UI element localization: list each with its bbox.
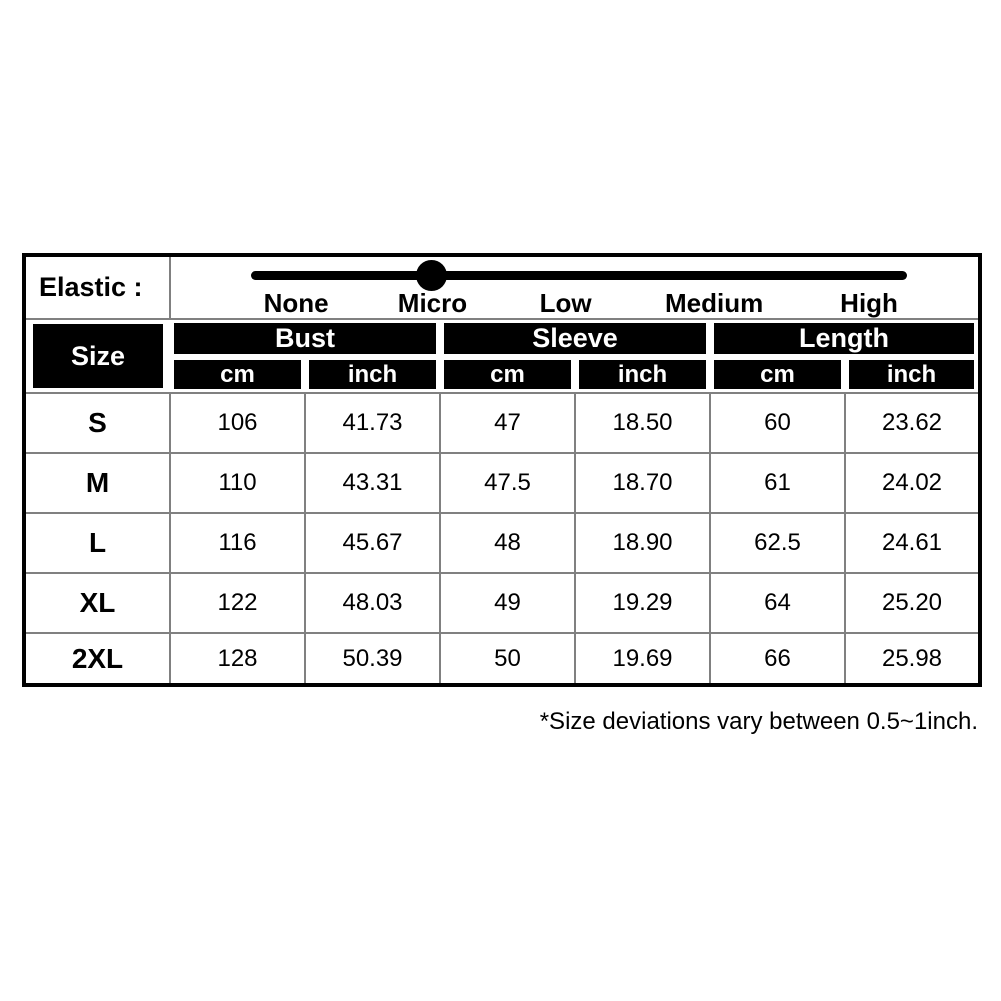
size-cell: M [24,453,170,513]
value-cell: 24.61 [845,513,980,573]
length-header-label: Length [714,323,974,354]
value-cell: 24.02 [845,453,980,513]
value-cell: 66 [710,633,845,685]
elastic-level-medium: Medium [664,288,764,318]
elastic-level-low: Low [539,288,592,318]
size-cell: XL [24,573,170,633]
value-cell: 45.67 [305,513,440,573]
elastic-slider-track [251,271,907,280]
value-cell: 19.29 [575,573,710,633]
elastic-slider-thumb [416,260,447,291]
value-cell: 25.20 [845,573,980,633]
size-column-header [24,319,170,393]
value-cell: 43.31 [305,453,440,513]
sleeve-inch-header [575,357,710,393]
sleeve-cm-header [440,357,575,393]
value-cell: 19.69 [575,633,710,685]
size-deviation-note: *Size deviations vary between 0.5~1inch. [539,708,978,735]
table-row [24,453,980,513]
value-cell: 41.73 [305,393,440,453]
unit-label: inch [849,360,974,389]
value-cell: 47 [440,393,575,453]
elastic-level-high: High [840,288,898,318]
size-header-label: Size [33,324,163,388]
unit-label: cm [444,360,571,389]
table-row [24,573,980,633]
unit-label: cm [174,360,301,389]
value-cell: 25.98 [845,633,980,685]
value-cell: 48 [440,513,575,573]
value-cell: 62.5 [710,513,845,573]
bust-header-label: Bust [174,323,436,354]
value-cell: 48.03 [305,573,440,633]
value-cell: 50.39 [305,633,440,685]
bust-inch-header [305,357,440,393]
group-header-row [24,319,980,357]
bust-group-header [170,319,440,357]
value-cell: 18.70 [575,453,710,513]
elastic-scale [170,255,980,319]
length-inch-header [845,357,980,393]
unit-label: inch [309,360,436,389]
size-cell: 2XL [24,633,170,685]
size-chart-table [22,253,982,687]
value-cell: 49 [440,573,575,633]
value-cell: 23.62 [845,393,980,453]
elastic-level-none: None [263,288,329,318]
size-cell: S [24,393,170,453]
bust-cm-header [170,357,305,393]
value-cell: 106 [170,393,305,453]
length-cm-header [710,357,845,393]
value-cell: 64 [710,573,845,633]
value-cell: 18.50 [575,393,710,453]
table-row [24,393,980,453]
table-row [24,513,980,573]
value-cell: 110 [170,453,305,513]
sleeve-group-header [440,319,710,357]
value-cell: 50 [440,633,575,685]
elastic-level-micro: Micro [397,288,468,318]
value-cell: 60 [710,393,845,453]
value-cell: 61 [710,453,845,513]
sleeve-header-label: Sleeve [444,323,706,354]
elastic-row [24,255,980,319]
size-cell: L [24,513,170,573]
value-cell: 122 [170,573,305,633]
value-cell: 18.90 [575,513,710,573]
unit-label: cm [714,360,841,389]
table-row [24,633,980,685]
elastic-label: Elastic : [24,255,170,319]
length-group-header [710,319,980,357]
value-cell: 47.5 [440,453,575,513]
unit-label: inch [579,360,706,389]
value-cell: 116 [170,513,305,573]
value-cell: 128 [170,633,305,685]
